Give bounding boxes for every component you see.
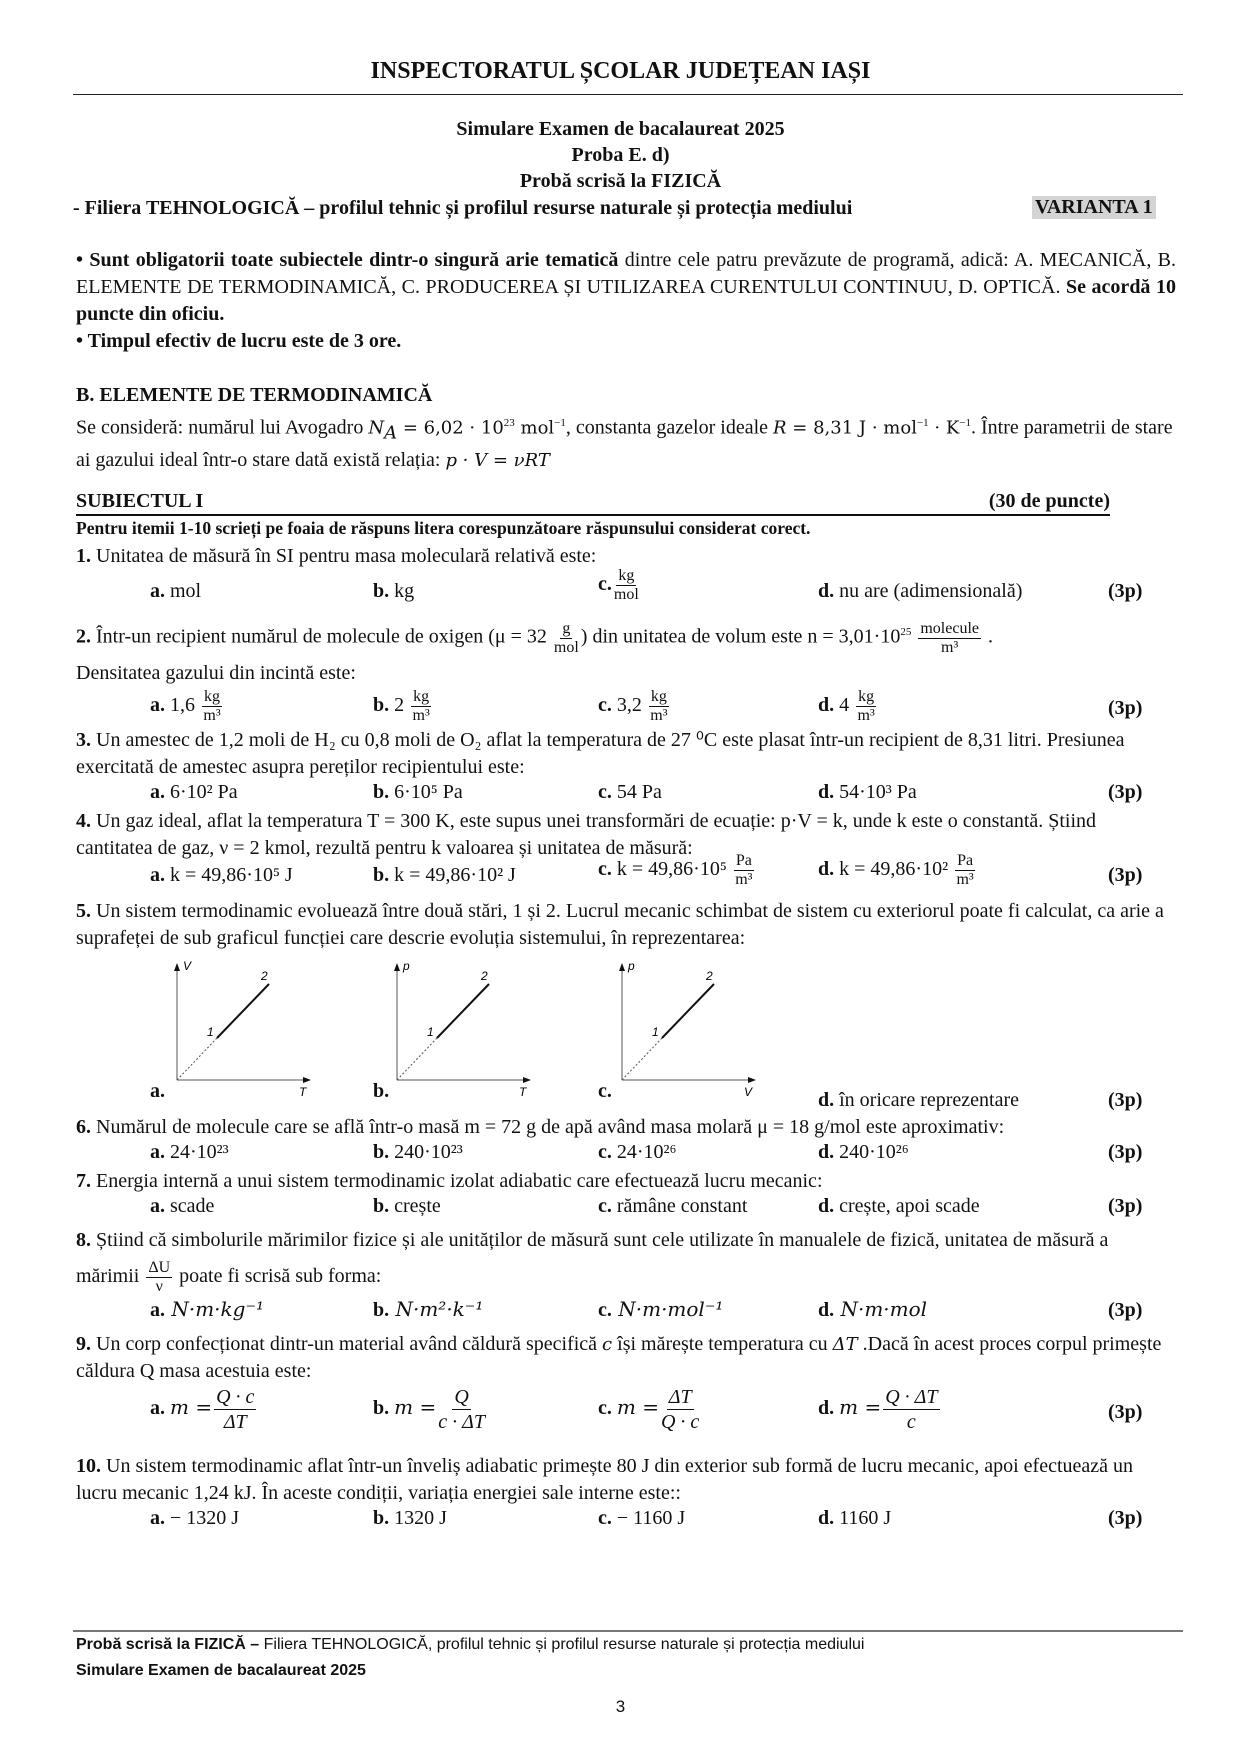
question-number: 1. <box>76 545 91 567</box>
avogadro-value: = 6,02 · 10 <box>397 417 504 439</box>
exam-title: Simulare Examen de bacalaureat 2025 <box>456 118 785 140</box>
y-axis-label: p <box>403 959 410 973</box>
question-text: Un sistem termodinamic aflat într-un înveliș adiabatic primește 80 J din exterior sub formă de lucru mecanic, apoi efectuează un lucru mecanic 1,24 kJ. În aceste condiții, variația energiei sale interne este:: <box>76 1455 1134 1504</box>
fraction-numerator: kg <box>650 688 667 705</box>
fraction-denominator: m³ <box>203 707 221 724</box>
option-text: N·m·mol⁻¹ <box>611 1297 724 1321</box>
question-10 <box>76 1453 1176 1507</box>
q4-option-a[interactable] <box>150 864 293 887</box>
fraction-numerator: g <box>562 619 571 637</box>
q4-option-d[interactable] <box>818 852 977 889</box>
option-letter: d. <box>818 1507 835 1529</box>
option-letter: c. <box>598 694 612 717</box>
process-line <box>662 984 714 1038</box>
question-text: poate fi scrisă sub forma: <box>174 1265 382 1287</box>
concentration-fraction <box>918 620 981 657</box>
fraction-numerator: ΔT <box>668 1386 692 1408</box>
fraction-numerator: molecule <box>920 619 979 637</box>
q2-option-d[interactable] <box>818 688 878 725</box>
y-axis-arrow-icon <box>394 963 400 971</box>
fraction-numerator: kg <box>204 688 220 705</box>
fraction-denominator: ν <box>155 1277 163 1295</box>
q6-option-c[interactable] <box>598 1141 677 1164</box>
option-text: k = 49,86·10² <box>834 858 954 881</box>
q10-option-a[interactable] <box>150 1507 239 1530</box>
fraction-numerator: Q <box>454 1386 469 1408</box>
avogadro-sub: A <box>384 422 398 444</box>
option-letter: d. <box>818 858 835 881</box>
graph-p-t <box>385 959 535 1099</box>
question-text: Un gaz ideal, aflat la temperatura T = 300 K, este supus unei transformări de ecuație: p·V = k, unde k este o constantă. Știind cantitatea de gaz, ν = 2 kmol, rezultă pentru k valoarea și unitatea de măsură: <box>76 810 1097 859</box>
question-number: 9. <box>76 1333 91 1355</box>
option-letter: d. <box>818 694 835 717</box>
option-text: 1320 J <box>389 1507 447 1529</box>
ideal-gas-relation: p · V = νRT <box>445 449 550 471</box>
question-number: 4. <box>76 810 91 832</box>
option-letter: a. <box>150 864 165 886</box>
option-letter: a. <box>150 1299 165 1321</box>
constants-text: Se consideră: numărul lui Avogadro <box>76 416 369 439</box>
fraction-denominator: c · ΔT <box>438 1411 485 1433</box>
option-letter: a. <box>150 1195 165 1217</box>
option-letter: a. <box>150 1397 165 1420</box>
institution-title: INSPECTORATUL ȘCOLAR JUDEȚEAN IAȘI <box>370 58 871 84</box>
q8-option-d[interactable] <box>818 1297 927 1322</box>
delta-u-over-nu <box>146 1259 172 1296</box>
general-instructions <box>76 247 1176 328</box>
constants-text-b: , constanta gazelor ideale <box>565 416 774 439</box>
q10-option-d[interactable] <box>818 1507 891 1530</box>
instr-bold: • Sunt obligatorii toate subiectele dintr-o singură arie tematică <box>76 249 619 271</box>
question-text: își mărește temperatura cu <box>612 1333 833 1355</box>
subject-instruction: Pentru itemii 1-10 scrieți pe foaia de răspuns litera corespunzătoare răspunsului considerat corect. <box>76 518 811 538</box>
graph-p-v <box>610 959 760 1099</box>
q8-option-a[interactable] <box>150 1297 264 1322</box>
option-text: kg <box>389 580 415 602</box>
option-text: 240·10²³ <box>389 1141 463 1163</box>
option-letter: a. <box>150 694 165 717</box>
option-text: 4 <box>834 694 855 717</box>
gas-constant-value: = 8,31 J · mol <box>786 417 917 439</box>
q8-option-c[interactable] <box>598 1297 723 1322</box>
state-2-label: 2 <box>481 969 488 983</box>
option-letter: b. <box>373 1397 390 1420</box>
x-axis-arrow-icon <box>303 1077 311 1083</box>
option-text: crește <box>389 1195 441 1217</box>
variant-badge: VARIANTA 1 <box>1032 196 1156 219</box>
option-text: N·m·kg⁻¹ <box>165 1297 265 1321</box>
molar-mass-fraction <box>554 620 579 657</box>
option-text: k = 49,86·10⁵ J <box>165 864 293 886</box>
option-letter: c. <box>598 1507 612 1529</box>
q9-option-a[interactable] <box>150 1385 258 1434</box>
question-3 <box>76 727 1176 781</box>
q2-option-c[interactable] <box>598 688 671 725</box>
q9-option-d[interactable] <box>818 1385 942 1434</box>
option-text: 6·10² Pa <box>165 781 238 803</box>
question-2-line2: Densitatea gazului din incintă este: <box>76 662 356 684</box>
option-fraction <box>661 1385 699 1434</box>
option-fraction <box>411 688 431 725</box>
question-8 <box>76 1222 1176 1296</box>
q4-option-c[interactable] <box>598 852 756 889</box>
option-letter: d. <box>818 781 835 803</box>
q3-option-c[interactable] <box>598 781 662 804</box>
time-instruction: • Timpul efectiv de lucru este de 3 ore. <box>76 330 402 352</box>
q8-option-b[interactable] <box>373 1297 483 1322</box>
question-text: Într-un recipient numărul de molecule de oxigen (μ = 32 <box>91 625 552 648</box>
specific-heat-symbol: c <box>602 1334 613 1355</box>
q2-option-a[interactable] <box>150 688 224 725</box>
fraction-denominator: mol <box>613 586 639 603</box>
fraction-denominator: ΔT <box>223 1411 247 1433</box>
option-letter: a. <box>150 1507 165 1529</box>
process-line <box>217 984 269 1038</box>
process-line <box>437 984 489 1038</box>
state-2-label: 2 <box>261 969 268 983</box>
option-letter: b. <box>373 1080 390 1102</box>
fraction-denominator: mol <box>553 638 579 656</box>
q10-option-c[interactable] <box>598 1507 685 1530</box>
option-text: 1160 J <box>834 1507 892 1529</box>
state-1-label: 1 <box>427 1025 434 1039</box>
footer-bold: Probă scrisă la FIZICĂ – <box>76 1636 260 1653</box>
q7-option-d[interactable] <box>818 1195 980 1218</box>
footer-line-2: Simulare Examen de bacalaureat 2025 <box>76 1662 366 1679</box>
option-letter: d. <box>818 1397 835 1420</box>
option-letter: b. <box>373 864 390 886</box>
exam-filiera: - Filiera TEHNOLOGICĂ – profilul tehnic și profilul resurse naturale și protecția mediului <box>73 197 853 219</box>
option-letter: d. <box>818 580 835 602</box>
q6-points: (3p) <box>1108 1141 1143 1163</box>
fraction-denominator: m³ <box>650 707 668 724</box>
question-text: Unitatea de măsură în SI pentru masa moleculară relativă este: <box>91 545 597 567</box>
option-text: − 1160 J <box>611 1507 686 1529</box>
question-text: Energia internă a unui sistem termodinamic izolat adiabatic care efectuează lucru mecanic: <box>91 1170 823 1192</box>
exam-subject: Probă scrisă la FIZICĂ <box>519 170 722 192</box>
section-title: B. ELEMENTE DE TERMODINAMICĂ <box>76 384 433 406</box>
footer-text: Filiera TEHNOLOGICĂ, profilul tehnic și profilul resurse naturale și protecția mediului <box>259 1636 865 1653</box>
option-letter: c. <box>598 1397 612 1420</box>
gas-constant-symbol: R <box>773 417 787 439</box>
state-1-label: 1 <box>207 1025 214 1039</box>
option-fraction <box>734 852 754 889</box>
option-text: în oricare reprezentare <box>834 1089 1019 1111</box>
q1-option-b[interactable] <box>373 580 414 603</box>
question-number: 8. <box>76 1229 91 1251</box>
question-number: 7. <box>76 1170 91 1192</box>
option-letter: c. <box>598 781 612 803</box>
option-text: k = 49,86·10⁵ <box>611 858 732 881</box>
question-text: . <box>982 625 993 648</box>
question-number: 6. <box>76 1116 91 1138</box>
q3-option-d[interactable] <box>818 781 917 804</box>
extrapolation-line <box>622 1038 662 1080</box>
q5-option-a[interactable] <box>150 1080 165 1103</box>
q3-option-a[interactable] <box>150 781 238 804</box>
option-fraction <box>883 1385 939 1434</box>
q7-option-c[interactable] <box>598 1195 747 1218</box>
option-letter: d. <box>818 1141 835 1163</box>
y-axis-arrow-icon <box>174 963 180 971</box>
option-text: N·m²·k⁻¹ <box>389 1297 484 1321</box>
option-text: N·m·mol <box>834 1297 928 1321</box>
option-text: 24·10²⁶ <box>611 1141 677 1163</box>
option-text: nu are (adimensională) <box>834 580 1023 602</box>
q1-option-d[interactable] <box>818 580 1022 603</box>
fraction-denominator: m³ <box>941 638 959 656</box>
option-letter: c. <box>598 573 612 596</box>
instr-text: dintre cele patru prevăzute de programă, adică: A. MECANICĂ, B. ELEMENTE DE TERMODINAMICĂ, C. PRODUCEREA ȘI UTILIZAREA CURENTULUI CONTINUU, D. OPTICĂ. <box>76 249 1177 298</box>
option-text: 240·10²⁶ <box>834 1141 909 1163</box>
fraction-denominator: c <box>906 1411 916 1433</box>
option-letter: b. <box>373 781 390 803</box>
question-text: Numărul de molecule care se află într-o masă m = 72 g de apă având masa molară μ = 18 g/mol este aproximativ: <box>91 1116 1005 1138</box>
option-fraction <box>614 567 639 604</box>
question-5 <box>76 898 1176 952</box>
option-text: − 1320 J <box>165 1507 240 1529</box>
option-letter: b. <box>373 1299 390 1321</box>
q9-option-b[interactable] <box>373 1385 487 1434</box>
option-text: 54 Pa <box>611 781 662 803</box>
option-fraction <box>955 852 975 889</box>
question-number: 10. <box>76 1455 101 1477</box>
fraction-denominator: m³ <box>857 707 875 724</box>
question-number: 2. <box>76 625 91 648</box>
option-text: scade <box>165 1195 215 1217</box>
question-text: Știind că simbolurile mărimilor fizice și ale unităților de măsură sunt cele utilizate în manualele de fizică, unitatea de măsură a mărimii <box>76 1229 1109 1287</box>
option-letter: c. <box>598 1080 612 1102</box>
q6-option-a[interactable] <box>150 1141 229 1164</box>
header-divider <box>73 94 1183 95</box>
option-letter: b. <box>373 1507 390 1529</box>
q5-points: (3p) <box>1108 1089 1143 1111</box>
q9-points: (3p) <box>1108 1401 1143 1423</box>
avogadro-unit-exp: −1 <box>554 417 566 429</box>
q10-points: (3p) <box>1108 1507 1143 1529</box>
constants-text-c: . Între parametrii de stare ai gazului ideal într-o stare dată există relația: <box>76 416 1173 471</box>
fraction-numerator: ΔU <box>148 1258 171 1276</box>
fraction-numerator: kg <box>618 567 635 584</box>
option-lhs: m = <box>394 1395 437 1420</box>
page-number: 3 <box>615 1697 626 1716</box>
x-axis-label: T <box>519 1085 527 1099</box>
option-letter: c. <box>598 1299 612 1321</box>
question-1 <box>76 543 1176 570</box>
q6-option-b[interactable] <box>373 1141 463 1164</box>
delta-t-symbol: ΔT <box>832 1334 858 1355</box>
gas-constant-exp2: −1 <box>959 417 972 429</box>
q7-points: (3p) <box>1108 1195 1143 1217</box>
question-7 <box>76 1168 1176 1195</box>
q1-points: (3p) <box>1108 580 1143 602</box>
gas-constant-kelvin: · K <box>928 417 960 439</box>
option-text: rămâne constant <box>611 1195 748 1217</box>
q9-option-c[interactable] <box>598 1385 701 1434</box>
q10-option-b[interactable] <box>373 1507 447 1530</box>
y-axis-label: V <box>183 959 192 973</box>
q4-points: (3p) <box>1108 864 1143 886</box>
option-fraction <box>649 688 669 725</box>
question-number: 5. <box>76 900 91 922</box>
option-letter: b. <box>373 1195 390 1217</box>
option-text: k = 49,86·10² J <box>389 864 516 886</box>
fraction-denominator: m³ <box>956 871 974 888</box>
option-fraction <box>856 688 876 725</box>
fraction-numerator: kg <box>413 688 430 705</box>
state-2-label: 2 <box>706 969 713 983</box>
q8-points: (3p) <box>1108 1299 1143 1321</box>
option-letter: c. <box>598 858 612 881</box>
option-letter: c. <box>598 1195 612 1217</box>
question-text: Un sistem termodinamic evoluează între două stări, 1 și 2. Lucrul mecanic schimbat de sistem cu exteriorul poate fi calculat, ca arie a suprafeței de sub graficul funcției care descrie evoluția sistemului, în reprezentarea: <box>76 900 1164 949</box>
q7-option-a[interactable] <box>150 1195 214 1218</box>
exponent: 25 <box>900 626 912 638</box>
x-axis-arrow-icon <box>748 1077 756 1083</box>
option-text: mol <box>165 580 202 602</box>
x-axis-label: V <box>744 1085 753 1099</box>
y-axis-label: p <box>628 959 635 973</box>
option-letter: d. <box>818 1089 835 1111</box>
exam-proba: Proba E. d) <box>571 144 670 166</box>
instr-points: Se acordă 10 puncte din oficiu. <box>76 276 1176 325</box>
q2-points: (3p) <box>1108 697 1143 719</box>
y-axis-arrow-icon <box>619 963 625 971</box>
question-text: Un amestec de 1,2 moli de H₂ cu 0,8 moli de O₂ aflat la temperatura de 27 ⁰C este plasat într-un recipient de 8,31 litri. Presiunea exercitată de amestec asupra pereților recipientului este: <box>76 729 1125 778</box>
graph-v-t <box>165 959 315 1099</box>
option-letter: a. <box>150 580 165 602</box>
q7-option-b[interactable] <box>373 1195 441 1218</box>
option-fraction <box>214 1385 256 1434</box>
subject-title: SUBIECTUL I <box>76 490 204 512</box>
q1-option-a[interactable] <box>150 580 201 603</box>
option-lhs: m = <box>839 1395 882 1420</box>
avogadro-exp: 23 <box>503 417 515 429</box>
question-6 <box>76 1114 1176 1141</box>
q6-option-d[interactable] <box>818 1141 909 1164</box>
option-letter: b. <box>373 1141 390 1163</box>
extrapolation-line <box>177 1038 217 1080</box>
option-fraction <box>202 688 222 725</box>
fraction-denominator: m³ <box>735 871 753 888</box>
fraction-numerator: Pa <box>735 852 752 869</box>
gas-constant-exp1: −1 <box>916 417 929 429</box>
avogadro-unit: mol <box>514 417 555 439</box>
option-text: 2 <box>389 694 410 717</box>
option-lhs: m = <box>616 1395 659 1420</box>
option-lhs: m = <box>170 1395 213 1420</box>
question-number: 3. <box>76 729 91 751</box>
option-text: crește, apoi scade <box>834 1195 980 1217</box>
option-letter: b. <box>373 580 390 602</box>
fraction-denominator: m³ <box>412 707 430 724</box>
question-2 <box>76 619 1176 657</box>
option-text: 54·10³ Pa <box>834 781 917 803</box>
fraction-numerator: kg <box>858 688 875 705</box>
question-text: Un corp confecționat dintr-un material având căldură specifică <box>91 1333 603 1355</box>
q1-option-c[interactable] <box>598 567 641 604</box>
subject-points: (30 de puncte) <box>988 490 1110 512</box>
subject-header <box>76 490 1110 516</box>
option-letter: d. <box>818 1299 835 1321</box>
q2-option-b[interactable] <box>373 688 433 725</box>
option-text: 3,2 <box>611 694 647 717</box>
option-text: 1,6 <box>165 694 200 717</box>
footer-line-1 <box>76 1636 864 1654</box>
q3-points: (3p) <box>1108 781 1143 803</box>
option-text: 24·10²³ <box>165 1141 229 1163</box>
q4-option-b[interactable] <box>373 864 516 887</box>
section-constants <box>76 410 1176 474</box>
question-9 <box>76 1331 1176 1385</box>
state-1-label: 1 <box>652 1025 659 1039</box>
footer-divider <box>73 1630 1183 1632</box>
q3-option-b[interactable] <box>373 781 463 804</box>
fraction-denominator: Q · c <box>660 1411 700 1433</box>
fraction-numerator: Pa <box>957 852 974 869</box>
option-letter: a. <box>150 781 165 803</box>
question-text: .Dacă în acest proces corpul primește căldura Q masa acestuia este: <box>76 1333 1162 1382</box>
x-axis-arrow-icon <box>523 1077 531 1083</box>
option-letter: d. <box>818 1195 835 1217</box>
question-text: ) din unitatea de volum este n = 3,01·10 <box>580 625 901 648</box>
avogadro-symbol: N <box>368 417 385 439</box>
extrapolation-line <box>397 1038 437 1080</box>
fraction-numerator: Q · c <box>216 1386 255 1408</box>
option-text: 6·10⁵ Pa <box>389 781 463 803</box>
option-letter: a. <box>150 1080 165 1102</box>
option-letter: a. <box>150 1141 165 1163</box>
x-axis-label: T <box>299 1085 307 1099</box>
option-letter: c. <box>598 1141 612 1163</box>
option-letter: b. <box>373 694 390 717</box>
option-fraction <box>438 1385 485 1434</box>
fraction-numerator: Q · ΔT <box>885 1386 938 1408</box>
q5-option-d[interactable] <box>818 1089 1019 1112</box>
